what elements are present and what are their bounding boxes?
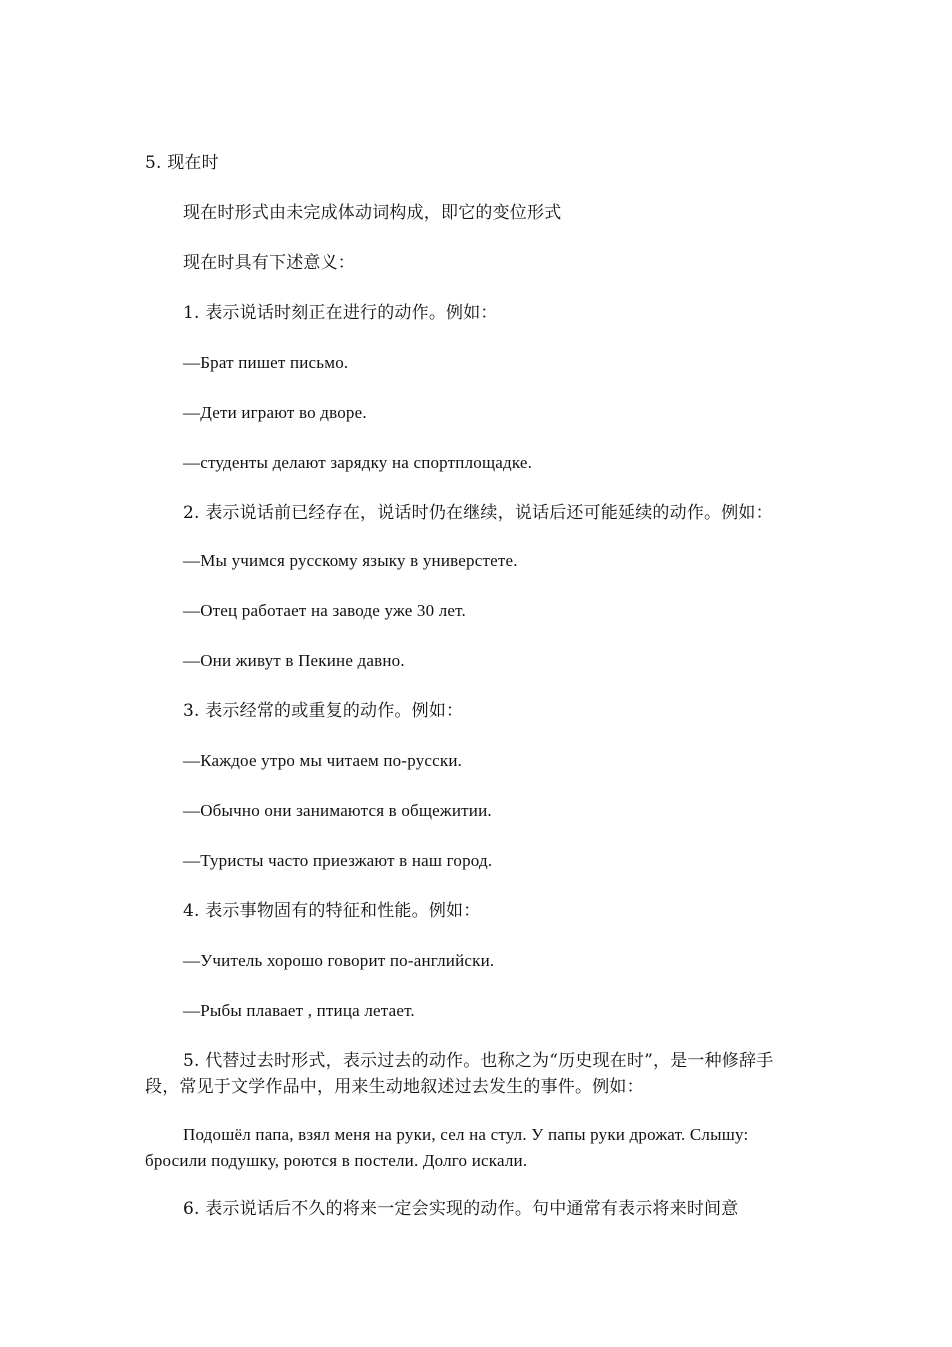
example-5-1: Подошёл папа, взял меня на руки, сел на стул. У папы руки дрожат. Слышу: бросили подушку, роются в постели. Долго искали. <box>145 1125 749 1170</box>
meaning-2: 2. 表示说话前已经存在，说话时仍在继续，说话后还可能延续的动作。例如： <box>183 503 773 523</box>
example-1-2: —Дети играют во дворе. <box>183 403 367 422</box>
meaning-6: 6. 表示说话后不久的将来一定会实现的动作。句中通常有表示将来时间意 <box>183 1199 739 1219</box>
example-3-2: —Обычно они занимаются в общежитии. <box>183 801 492 820</box>
example-1-3: —студенты делают зарядку на спортплощадке. <box>183 453 533 472</box>
example-4-1: —Учитель хорошо говорит по-английски. <box>183 951 495 970</box>
example-1-1: —Брат пишет письмо. <box>183 353 349 372</box>
meaning-4: 4. 表示事物固有的特征和性能。例如： <box>183 901 481 921</box>
example-2-1: —Мы учимся русскому языку в универстете. <box>183 551 518 570</box>
example-2-2: —Отец работает на заводе уже 30 лет. <box>183 601 466 620</box>
meaning-3: 3. 表示经常的或重复的动作。例如： <box>183 701 464 721</box>
document-body <box>145 150 805 1222</box>
paragraph-meanings-intro: 现在时具有下述意义： <box>183 253 355 273</box>
example-4-2: —Рыбы плавает , птица летает. <box>183 1001 415 1020</box>
paragraph-definition: 现在时形式由未完成体动词构成，即它的变位形式 <box>183 203 562 223</box>
section-heading: 5. 现在时 <box>145 153 219 173</box>
meaning-1: 1. 表示说话时刻正在进行的动作。例如： <box>183 303 498 323</box>
example-3-3: —Туристы часто приезжают в наш город. <box>183 851 493 870</box>
example-3-1: —Каждое утро мы читаем по-русски. <box>183 751 463 770</box>
meaning-5: 5. 代替过去时形式，表示过去的动作。也称之为“历史现在时”，是一种修辞手段，常见于文学作品中，用来生动地叙述过去发生的事件。例如： <box>145 1051 774 1097</box>
example-2-3: —Они живут в Пекине давно. <box>183 651 405 670</box>
